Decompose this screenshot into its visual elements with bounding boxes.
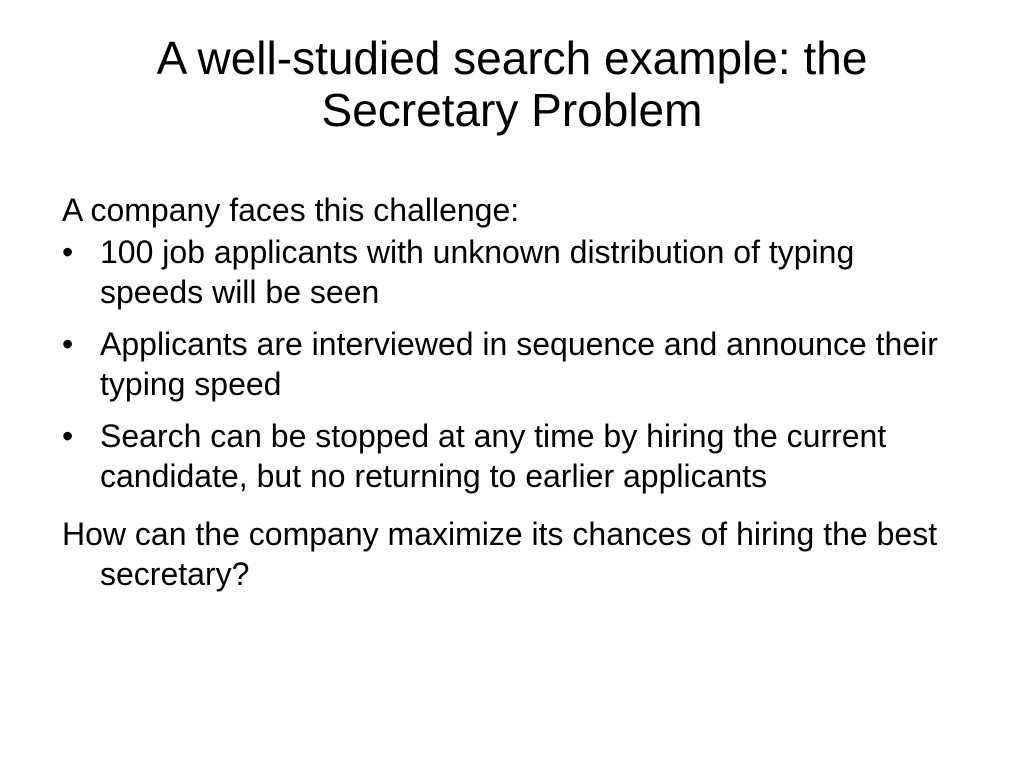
title-line-2: Secretary Problem (321, 84, 703, 136)
intro-text: A company faces this challenge: (62, 192, 520, 228)
title-line-1: A well-studied search example: the (156, 32, 868, 84)
bullet-item (62, 416, 962, 496)
bullet-text: Applicants are interviewed in sequence and announce their typing speed (100, 326, 938, 402)
slide-body (62, 190, 962, 594)
bullet-text: Search can be stopped at any time by hiring the current candidate, but no returning to earlier applicants (100, 418, 887, 494)
question-text: How can the company maximize its chances of hiring the best secretary? (62, 516, 938, 592)
bullet-icon: • (62, 234, 74, 270)
bullet-item (62, 232, 962, 312)
bullet-icon: • (62, 326, 74, 362)
bullet-icon: • (62, 418, 74, 454)
slide-title (40, 32, 984, 136)
bullet-list (62, 232, 962, 496)
bullet-text: 100 job applicants with unknown distribution of typing speeds will be seen (100, 234, 855, 310)
bullet-item (62, 324, 962, 404)
